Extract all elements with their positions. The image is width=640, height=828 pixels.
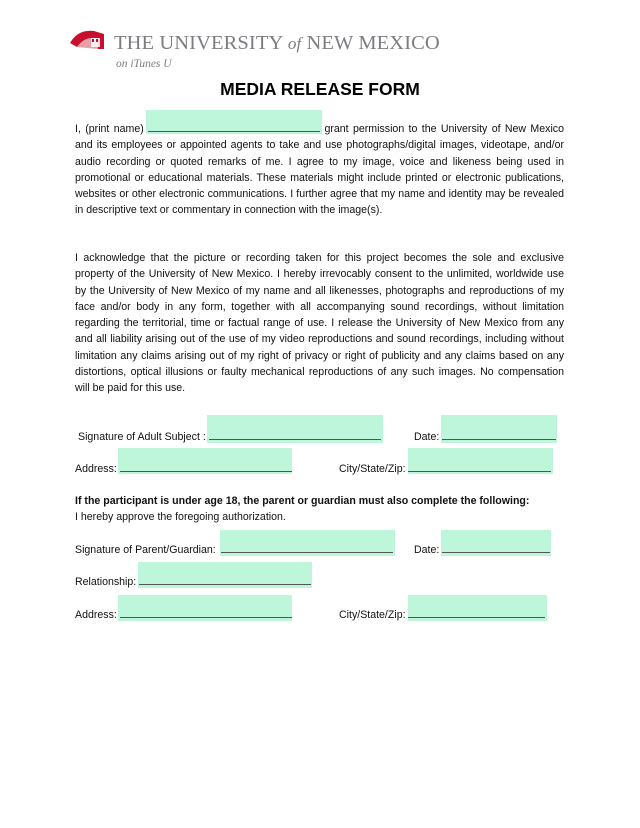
guardian-city-row (339, 606, 545, 623)
print-name-label: I, (print name) (75, 123, 144, 135)
brand-of: of (287, 34, 302, 53)
guardian-address-row (75, 606, 292, 623)
guardian-address-label: Address: (75, 609, 117, 621)
page-title: MEDIA RELEASE FORM (220, 79, 420, 99)
adult-date-underline (442, 428, 556, 440)
approve-text: I hereby approve the foregoing authorization. (75, 511, 286, 523)
adult-signature-label: Signature of Adult Subject : (78, 431, 206, 443)
adult-date-label: Date: (414, 431, 440, 443)
release-paragraph: I acknowledge that the picture or recording taken for this project becomes the sole and exclusive property of the University of New Mexico. I hereby irrevocably consent to the unlimited, worldwide use by the University of New Mexico of my name and all likenesses, photographs and reproductions of my face and/or body in any form, together with all accompanying sound recordings, without limitation regarding the territorial, time or factual range of use. I release the University of New Mexico from any and all liability arising out of the use of my video reproductions and sound recordings, including without limitation any claims arising out of my right of privacy or right of publicity and any claims based on any distortions, optical illusions or faulty mechanical reproductions of any such images. No compensation will be paid for this use. (75, 252, 564, 395)
guardian-date-underline (442, 541, 550, 553)
adult-city-row (339, 460, 551, 477)
guardian-signature-row (75, 541, 393, 558)
guardian-signature-label: Signature of Parent/Guardian: (75, 544, 216, 556)
print-name-underline (148, 120, 320, 132)
brand-rest: NEW MEXICO (306, 32, 440, 54)
adult-date-row (414, 428, 556, 445)
itunes-subtitle: on iTunes U (116, 58, 172, 70)
adult-address-row (75, 460, 292, 477)
adult-signature-row (78, 428, 381, 445)
adult-address-underline (120, 460, 292, 472)
guardian-city-underline (408, 606, 545, 618)
university-wordmark (114, 31, 440, 56)
guardian-signature-underline (221, 541, 393, 553)
guardian-date-row (414, 541, 550, 558)
guardian-date-label: Date: (414, 544, 440, 556)
guardian-address-underline (120, 606, 292, 618)
relationship-label: Relationship: (75, 576, 137, 588)
adult-address-label: Address: (75, 463, 117, 475)
guardian-city-label: City/State/Zip: (339, 609, 406, 621)
consent-text: grant permission to the University of New Mexico and its employees or appointed agents to take and use photographs/digital images, videotape, and/or audio recording or quoted remarks of me. I agree to my image, voice and likeness being used in promotional or educational materials. These materials might include printed or electronic publications, websites or other electronic communications. I further agree that my name and identity may be revealed in descriptive text or commentary in connection with the image(s). (75, 123, 564, 217)
brand-the: THE UNIVERSITY (114, 32, 283, 54)
adult-city-underline (408, 460, 551, 472)
relationship-row (75, 573, 311, 590)
adult-city-label: City/State/Zip: (339, 463, 406, 475)
consent-paragraph (75, 120, 564, 219)
adult-signature-underline (209, 428, 381, 440)
minor-notice: If the participant is under age 18, the parent or guardian must also complete the following: (75, 495, 530, 507)
unm-logo-icon (68, 27, 108, 53)
relationship-underline (139, 573, 311, 585)
